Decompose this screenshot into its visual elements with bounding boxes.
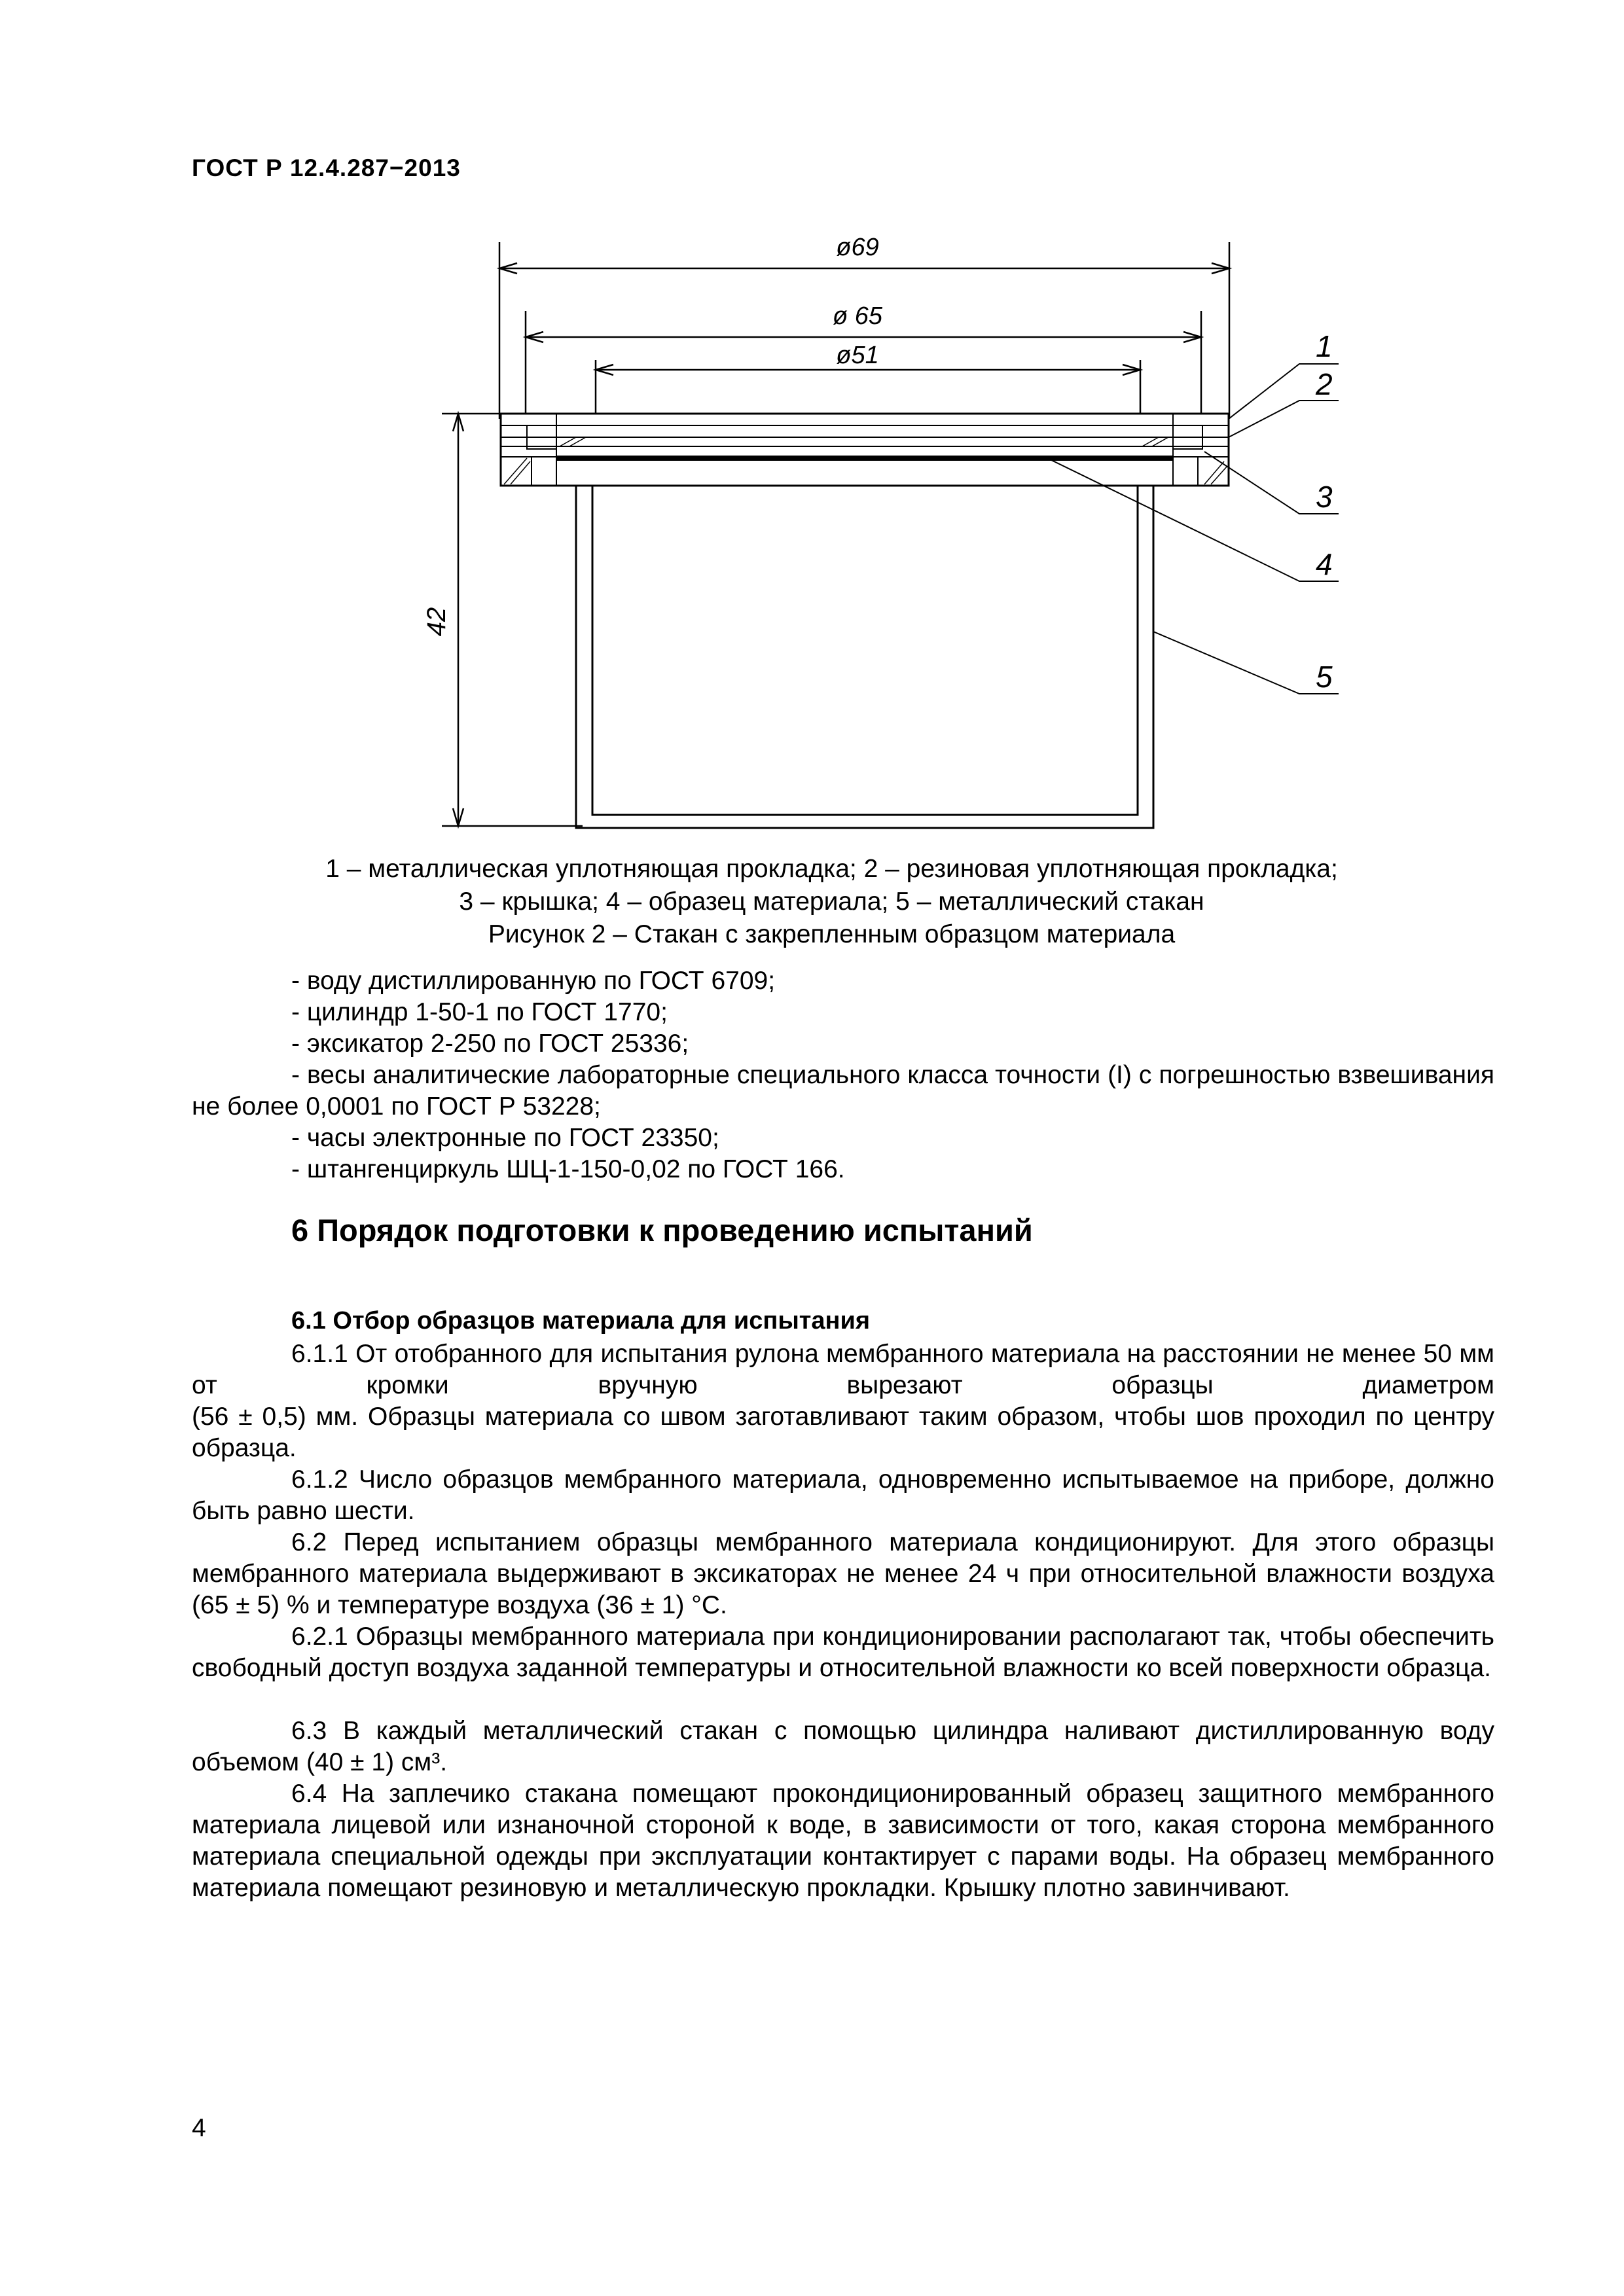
list-item: - весы аналитические лабораторные специального класса точности (I) с погрешностью взвешивания не более 0,0001 по ГОСТ Р 53228; bbox=[192, 1061, 1494, 1121]
figure-legend-line-2: 3 – крышка; 4 – образец материала; 5 – металлический стакан bbox=[459, 888, 1204, 916]
dim-69-label: ø69 bbox=[836, 234, 879, 261]
paragraph-6-4: 6.4 На заплечико стакана помещают прокондиционированный образец защитного мембранного материала лицевой или изнаночной стороной к воде, в зависимости от того, какая сторона мембранного материала специальной одежды при эксплуатации контактирует с парами воды. На образец мембранного материала помещают резиновую и металлическую прокладки. Крышку плотно завинчивают. bbox=[192, 1780, 1494, 1902]
list-item: - эксикатор 2-250 по ГОСТ 25336; bbox=[291, 1030, 689, 1058]
list-item: - штангенциркуль ШЦ-1-150-0,02 по ГОСТ 166. bbox=[291, 1155, 845, 1183]
paragraph-6-1-1a: 6.1.1 От отобранного для испытания рулона мембранного материала на расстоянии не менее 50 мм от кромки вручную вырезают образцы диаметром bbox=[192, 1340, 1494, 1399]
list-item: - часы электронные по ГОСТ 23350; bbox=[291, 1124, 719, 1152]
cup-drawing-figure bbox=[419, 223, 1401, 844]
dim-42-label: 42 bbox=[422, 607, 451, 637]
callout-5: 5 bbox=[1316, 660, 1333, 694]
dim-65-label: ø 65 bbox=[832, 302, 883, 330]
callout-2: 2 bbox=[1316, 367, 1333, 401]
subsection-heading: 6.1 Отбор образцов материала для испытания bbox=[291, 1307, 871, 1335]
figure-caption: Рисунок 2 – Стакан с закрепленным образцом материала bbox=[488, 920, 1176, 948]
list-item: - цилиндр 1-50-1 по ГОСТ 1770; bbox=[291, 998, 668, 1026]
figure-legend-line-1: 1 – металлическая уплотняющая прокладка; 2 – резиновая уплотняющая прокладка; bbox=[325, 855, 1338, 883]
page-number: 4 bbox=[192, 2114, 206, 2142]
callout-1: 1 bbox=[1316, 329, 1333, 363]
document-header: ГОСТ Р 12.4.287−2013 bbox=[192, 154, 461, 181]
list-item: - воду дистиллированную по ГОСТ 6709; bbox=[291, 967, 776, 995]
section-heading: 6 Порядок подготовки к проведению испытаний bbox=[291, 1213, 1033, 1247]
callout-4: 4 bbox=[1316, 547, 1333, 581]
paragraph-6-2-1: 6.2.1 Образцы мембранного материала при кондиционировании располагают так, чтобы обеспечить свободный доступ воздуха заданной температуры и относительной влажности ко всей поверхности образца. bbox=[192, 1623, 1494, 1682]
callout-3: 3 bbox=[1316, 480, 1333, 514]
paragraph-6-1-1b: (56 ± 0,5) мм. Образцы материала со швом заготавливают таким образом, чтобы шов проходил по центру образца. bbox=[192, 1403, 1494, 1462]
paragraph-6-1-2: 6.1.2 Число образцов мембранного материала, одновременно испытываемое на приборе, должно быть равно шести. bbox=[192, 1465, 1494, 1525]
paragraph-6-2: 6.2 Перед испытанием образцы мембранного материала кондиционируют. Для этого образцы мембранного материала выдерживают в эксикаторах не менее 24 ч при относительной влажности воздуха (65 ± 5) % и температуре воздуха (36 ± 1) °С. bbox=[192, 1528, 1494, 1619]
dim-51-label: ø51 bbox=[836, 342, 879, 369]
paragraph-6-3: 6.3 В каждый металлический стакан с помощью цилиндра наливают дистиллированную воду объемом (40 ± 1) см³. bbox=[192, 1717, 1494, 1776]
